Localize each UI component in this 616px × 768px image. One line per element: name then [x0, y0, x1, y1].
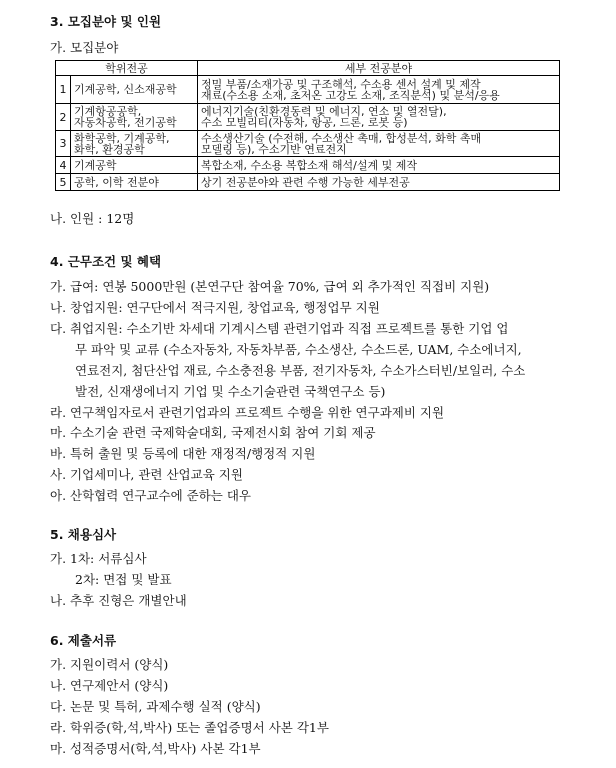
benefit-item-continued: 무 파악 및 교류 (수소자동차, 자동차부품, 수소생산, 수소드론, UAM, 수소에너지, — [75, 342, 522, 357]
benefit-item: 다. 취업지원: 수소기반 차세대 기계시스템 관련기업과 직접 프로젝트를 통한 기업 업 — [50, 321, 509, 336]
table-header-row — [56, 61, 560, 76]
detail-text: 재료(수소용 소재, 초저온 고강도 소재, 조직분석) 및 분석/응용 — [201, 88, 500, 102]
section-6-title: 6. 제출서류 — [50, 633, 117, 648]
row-number: 3 — [56, 131, 71, 157]
document-item: 라. 학위증(학,석,박사) 또는 졸업증명서 사본 각1부 — [50, 720, 329, 735]
screening-item: 2차: 면접 및 발표 — [75, 572, 172, 587]
benefit-item: 마. 수소기술 관련 국제학술대회, 국제전시회 참여 기회 제공 — [50, 425, 376, 440]
row-major — [71, 174, 198, 191]
major-text: 화학공학, 기계공학, — [74, 131, 170, 145]
row-major — [71, 104, 198, 131]
row-number: 5 — [56, 174, 71, 191]
major-text: 자동차공학, 전기공학 — [74, 116, 177, 129]
document-item: 다. 논문 및 특허, 과제수행 실적 (양식) — [50, 699, 261, 714]
row-major — [71, 157, 198, 174]
benefit-item-continued: 발전, 신재생에너지 기업 및 수소기술관련 국책연구소 등) — [75, 384, 386, 399]
document-item: 마. 성적증명서(학,석,박사) 사본 각1부 — [50, 741, 261, 756]
table-row — [56, 104, 560, 131]
detail-text: 수소 모빌리티(자동차, 항공, 드론, 로봇 등) — [201, 116, 408, 129]
recruit-field-label: 가. 모집분야 — [50, 40, 119, 55]
row-number: 1 — [56, 76, 71, 104]
benefit-item: 바. 특허 출원 및 등록에 대한 재정적/행정적 지원 — [50, 446, 316, 461]
screening-item: 가. 1차: 서류심사 — [50, 551, 147, 566]
table-row — [56, 76, 560, 104]
detail-text: 수소생산기술 (수전해, 수소생산 촉매, 합성분석, 화학 촉매 — [201, 131, 482, 145]
row-detail — [198, 131, 560, 157]
benefit-item: 아. 산학협력 연구교수에 준하는 대우 — [50, 488, 251, 503]
document-item: 나. 연구제안서 (양식) — [50, 678, 169, 693]
row-major — [71, 76, 198, 104]
row-detail — [198, 104, 560, 131]
row-major — [71, 131, 198, 157]
benefit-item: 나. 창업지원: 연구단에서 적극지원, 창업교육, 행정업무 지원 — [50, 300, 380, 315]
row-number: 4 — [56, 157, 71, 174]
major-text: 화학, 환경공학 — [74, 142, 145, 156]
detail-text: 정밀 부품/소재가공 및 구조해석, 수소용 센서 설계 및 제작 — [201, 77, 481, 91]
benefit-item-continued: 연료전지, 첨단산업 재료, 수소충전용 부품, 전기자동차, 수소가스터빈/보일러, 수소 — [75, 363, 526, 378]
section-5-title: 5. 채용심사 — [50, 527, 117, 542]
major-text: 기계공학, 신소재공학 — [74, 83, 177, 96]
table-row — [56, 157, 560, 174]
detail-text: 에너지기술(친환경동력 및 에너지, 연소 및 열전달), — [201, 105, 447, 118]
table-header-major: 학위전공 — [56, 61, 198, 76]
table-header-detail: 세부 전공분야 — [198, 61, 560, 76]
major-text: 기계공학 — [74, 158, 117, 172]
benefit-item: 가. 급여: 연봉 5000만원 (본연구단 참여율 70%, 급여 외 추가적인 직접비 지원) — [50, 279, 490, 294]
document-item: 가. 지원이력서 (양식) — [50, 657, 169, 672]
recruit-field-table — [55, 60, 560, 191]
table-row — [56, 174, 560, 191]
screening-item: 나. 추후 진형은 개별안내 — [50, 593, 187, 608]
detail-text: 상기 전공분야와 관련 수행 가능한 세부전공 — [201, 175, 410, 189]
row-detail — [198, 157, 560, 174]
section-3-title: 3. 모집분야 및 인원 — [50, 14, 162, 29]
headcount: 나. 인원 : 12명 — [50, 211, 135, 226]
row-number: 2 — [56, 104, 71, 131]
benefit-item: 라. 연구책임자로서 관련기업과의 프로젝트 수행을 위한 연구과제비 지원 — [50, 405, 445, 420]
major-text: 기계항공공학, — [74, 105, 142, 118]
major-text: 공학, 이학 전분야 — [74, 175, 159, 189]
section-4-title: 4. 근무조건 및 혜택 — [50, 254, 162, 269]
detail-text: 복합소재, 수소용 복합소재 해석/설계 및 제작 — [201, 158, 417, 172]
row-detail — [198, 76, 560, 104]
table-row — [56, 131, 560, 157]
row-detail — [198, 174, 560, 191]
detail-text: 모델링 등), 수소기반 연료전지 — [201, 142, 347, 156]
benefit-item: 사. 기업세미나, 관련 산업교육 지원 — [50, 467, 243, 482]
